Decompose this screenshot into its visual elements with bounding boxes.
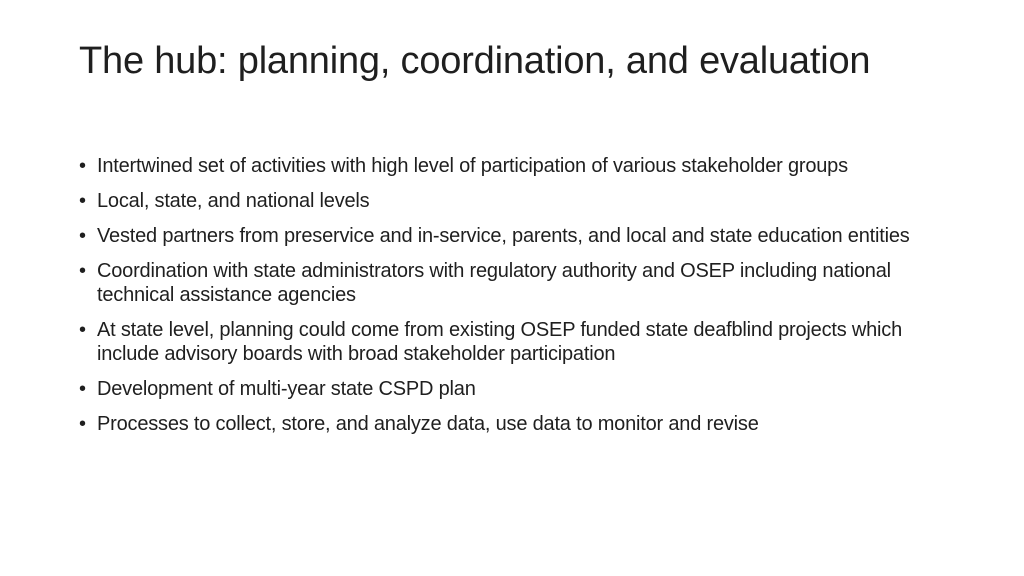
bullet-item-3 <box>79 224 959 248</box>
bullet-text: Intertwined set of activities with high level of participation of various stakeholder groups <box>97 155 848 177</box>
bullet-icon: • <box>79 260 86 282</box>
bullet-text: Vested partners from preservice and in-service, parents, and local and state education entities <box>97 225 910 247</box>
bullet-list <box>79 154 959 447</box>
bullet-item-6 <box>79 377 959 401</box>
bullet-icon: • <box>79 225 86 247</box>
bullet-icon: • <box>79 378 86 400</box>
bullet-item-2 <box>79 189 959 213</box>
bullet-item-4 <box>79 259 959 307</box>
bullet-icon: • <box>79 413 86 435</box>
bullet-item-7 <box>79 412 959 436</box>
bullet-text: At state level, planning could come from existing OSEP funded state deafblind projects which include advisory boards with broad stakeholder participation <box>97 319 903 365</box>
bullet-icon: • <box>79 190 86 212</box>
bullet-item-1 <box>79 154 959 178</box>
bullet-text: Development of multi-year state CSPD plan <box>97 378 476 400</box>
slide-title: The hub: planning, coordination, and evaluation <box>79 40 871 82</box>
bullet-text: Local, state, and national levels <box>97 190 370 212</box>
bullet-icon: • <box>79 155 86 177</box>
bullet-text: Processes to collect, store, and analyze data, use data to monitor and revise <box>97 413 759 435</box>
bullet-item-5 <box>79 318 959 366</box>
bullet-text: Coordination with state administrators with regulatory authority and OSEP including national technical assistance agencies <box>97 260 891 306</box>
bullet-icon: • <box>79 319 86 341</box>
